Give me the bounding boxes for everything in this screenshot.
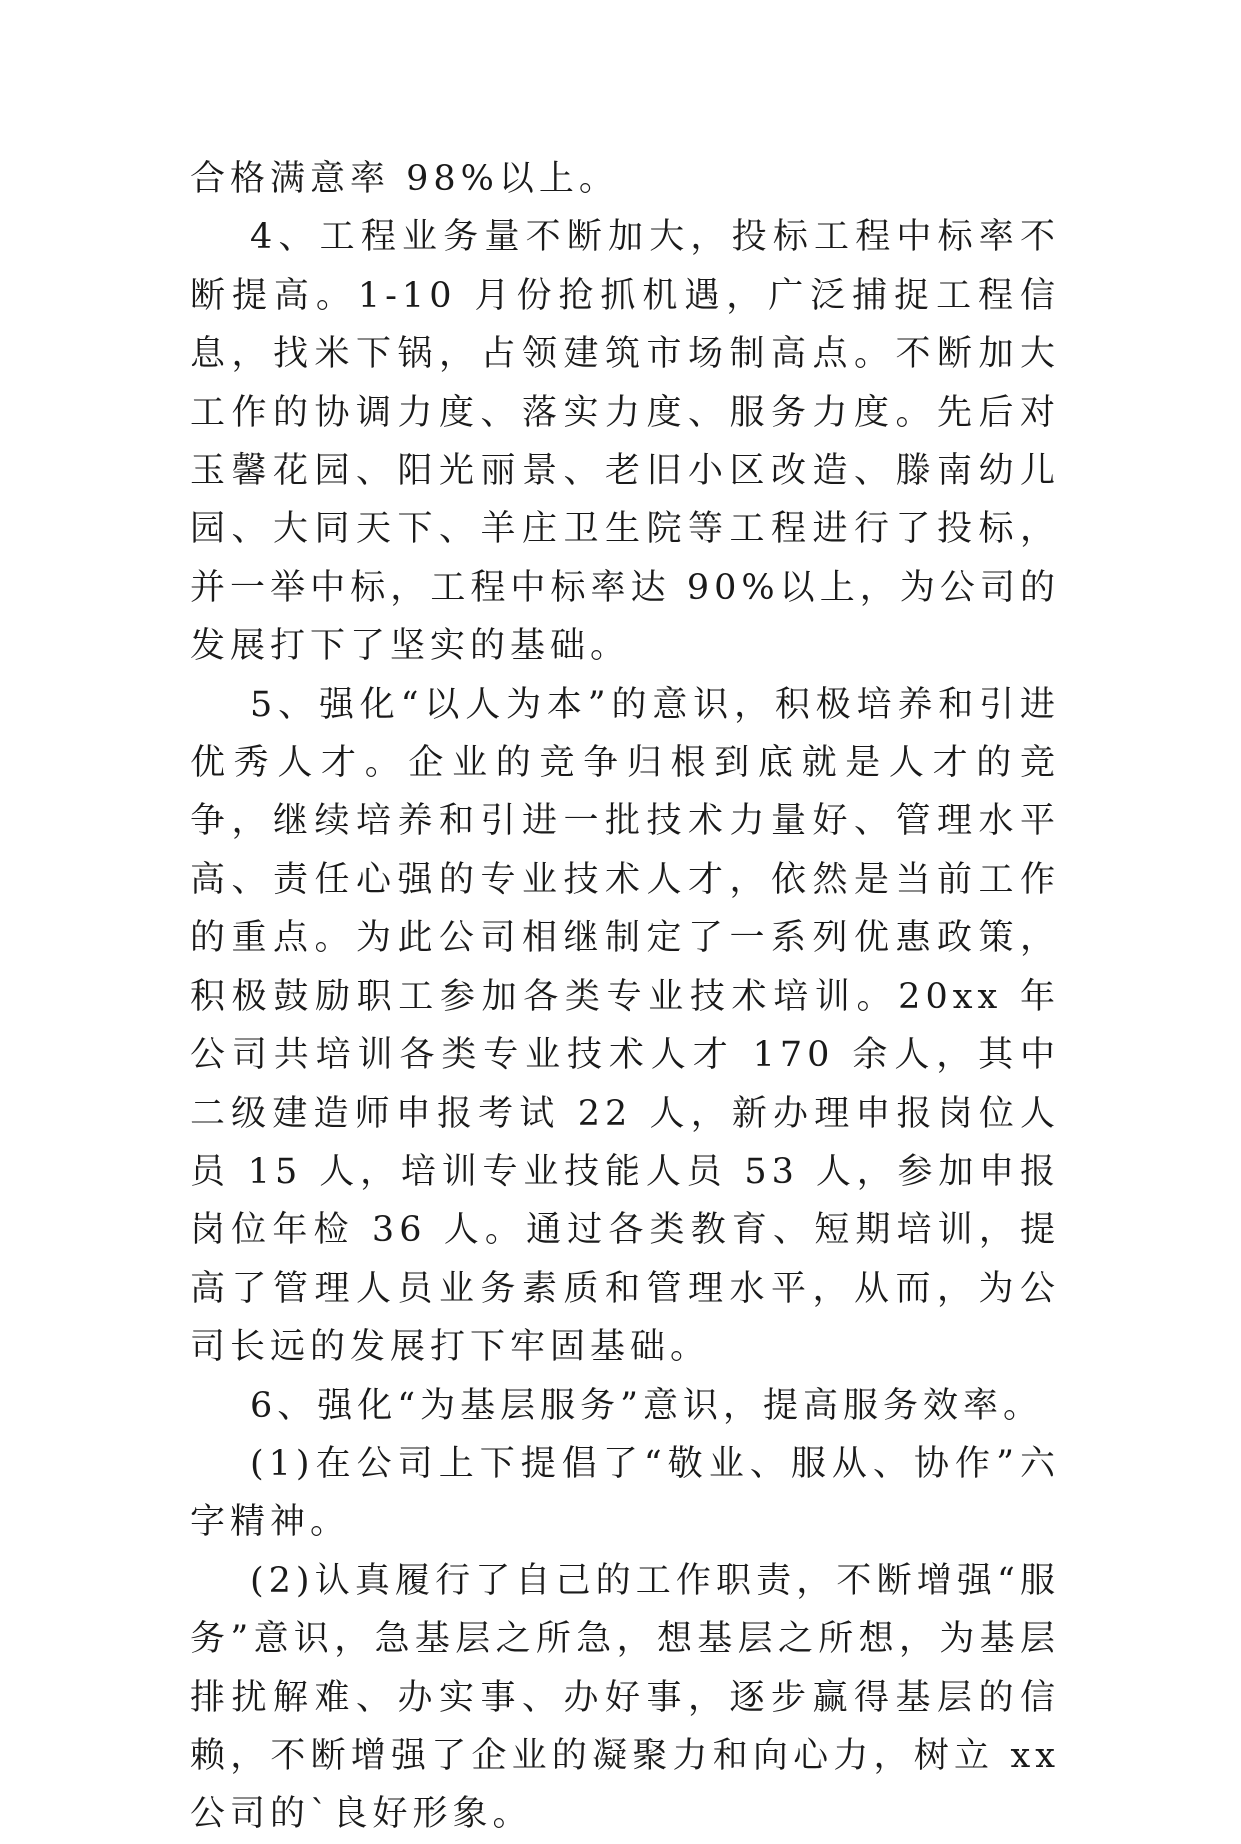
paragraph-item-4: 4、工程业务量不断加大，投标工程中标率不断提高。1-10 月份抢抓机遇，广泛捕捉工程信息，找米下锅，占领建筑市场制高点。不断加大工作的协调力度、落实力度、服务力度。先后对玉馨花园、阳光丽景、老旧小区改造、滕南幼儿园、大同天下、羊庄卫生院等工程进行了投标，并一举中标，工程中标率达 90%以上，为公司的发展打下了坚实的基础。: [190, 217, 1060, 667]
paragraph-item-6: 6、强化“为基层服务”意识，提高服务效率。: [250, 1385, 1044, 1426]
document-body: [190, 150, 1060, 1844]
paragraph-subitem-1: (1)在公司上下提倡了“敬业、服从、协作”六字精神。: [190, 1443, 1060, 1543]
paragraph-continuation: 合格满意率 98%以上。: [190, 159, 619, 199]
paragraph-subitem-2: (2)认真履行了自己的工作职责，不断增强“服务”意识，急基层之所急，想基层之所想，为基层排扰解难、办实事、办好事，逐步赢得基层的信赖，不断增强了企业的凝聚力和向心力，树立 xx 公司的`良好形象。: [190, 1560, 1060, 1835]
paragraph-item-5: 5、强化“以人为本”的意识，积极培养和引进优秀人才。企业的竞争归根到底就是人才的竞争，继续培养和引进一批技术力量好、管理水平高、责任心强的专业技术人才，依然是当前工作的重点。为此公司相继制定了一系列优惠政策，积极鼓励职工参加各类专业技术培训。20xx 年公司共培训各类专业技术人才 170 余人，其中二级建造师申报考试 22 人，新办理申报岗位人员 15 人，培训专业技能人员 53 人，参加申报岗位年检 36 人。通过各类教育、短期培训，提高了管理人员业务素质和管理水平，从而，为公司长远的发展打下牢固基础。: [190, 684, 1060, 1368]
